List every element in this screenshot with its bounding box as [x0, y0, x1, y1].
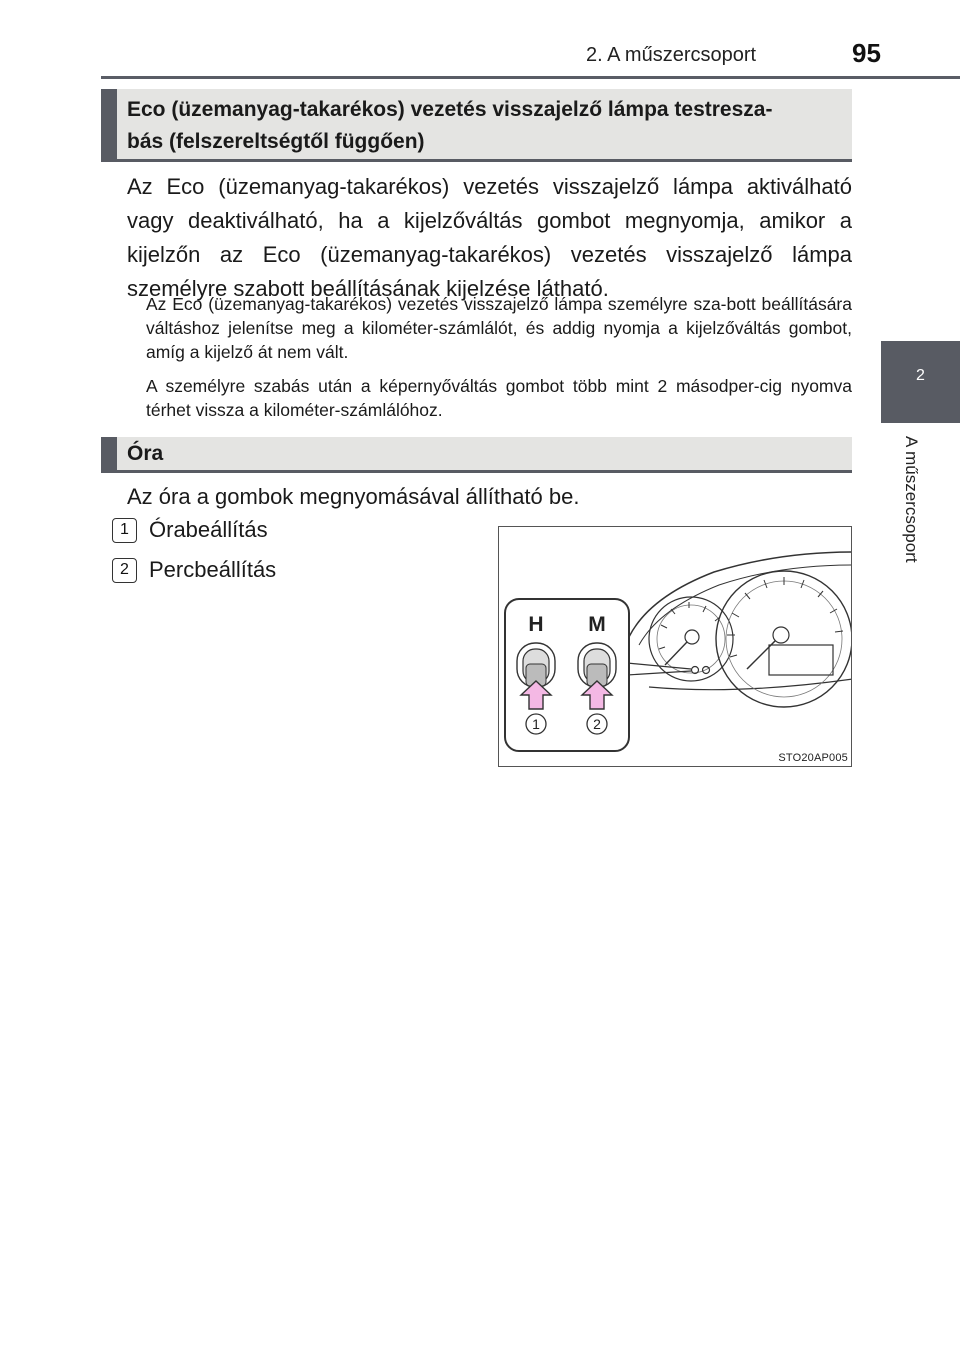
eco-note-2: A személyre szabás után a képernyőváltás gombot több mint 2 másodper-cig nyomva térhet vissza a kilométer-számlálóhoz.: [146, 376, 852, 420]
step-label: Percbeállítás: [149, 557, 277, 582]
page-number: 95: [852, 38, 881, 68]
chapter-title: 2. A műszercsoport: [586, 44, 757, 66]
step-number-badge: 2: [112, 558, 137, 583]
chapter-tab-number: 2: [916, 367, 925, 384]
chapter-side-label: A műszercsoport: [902, 436, 921, 563]
instrument-cluster-figure: [498, 526, 852, 767]
odometer-display: [769, 645, 833, 675]
section-heading-eco-line1: Eco (üzemanyag-takarékos) vezetés visszajelző lámpa testresza-: [127, 98, 773, 121]
eco-note-1: Az Eco (üzemanyag-takarékos) vezetés visszajelző lámpa személyre sza-bott beállítására váltáshoz jelenítse meg a kilométer-számlálót, és addig nyomja a kijelzőváltás gombot, amíg a kijelző át nem vált.: [146, 294, 852, 362]
step-number-badge: 1: [112, 518, 137, 543]
chapter-side-label-wrap: [901, 436, 925, 656]
minute-label: M: [588, 613, 606, 636]
header-rule: [101, 76, 960, 79]
section-heading-clock: [101, 437, 852, 473]
clock-body-paragraph: Az óra a gombok megnyomásával állítható be.: [127, 484, 580, 509]
instrument-cluster-illustration: [499, 527, 852, 767]
section-heading-clock-text: Óra: [127, 442, 164, 465]
callout-number: 1: [532, 716, 540, 732]
callout-number: 2: [593, 716, 601, 732]
section-heading-eco-line2: bás (felszereltségtől függően): [127, 130, 425, 153]
figure-code: STO20AP005: [778, 752, 848, 764]
hour-label: H: [528, 613, 544, 636]
step-label: Órabeállítás: [149, 517, 268, 542]
eco-body-paragraph: Az Eco (üzemanyag-takarékos) vezetés visszajelző lámpa aktiválható vagy deaktiválható, ha a kijelzőváltás gombot megnyomja, amikor a kijelzőn az Eco (üzemanyag-takarékos) vezetés visszajelző lámpa személyre szabott beállításának kijelzése látható.: [127, 174, 852, 301]
chapter-tab: [881, 341, 960, 423]
section-heading-eco: [101, 89, 852, 162]
